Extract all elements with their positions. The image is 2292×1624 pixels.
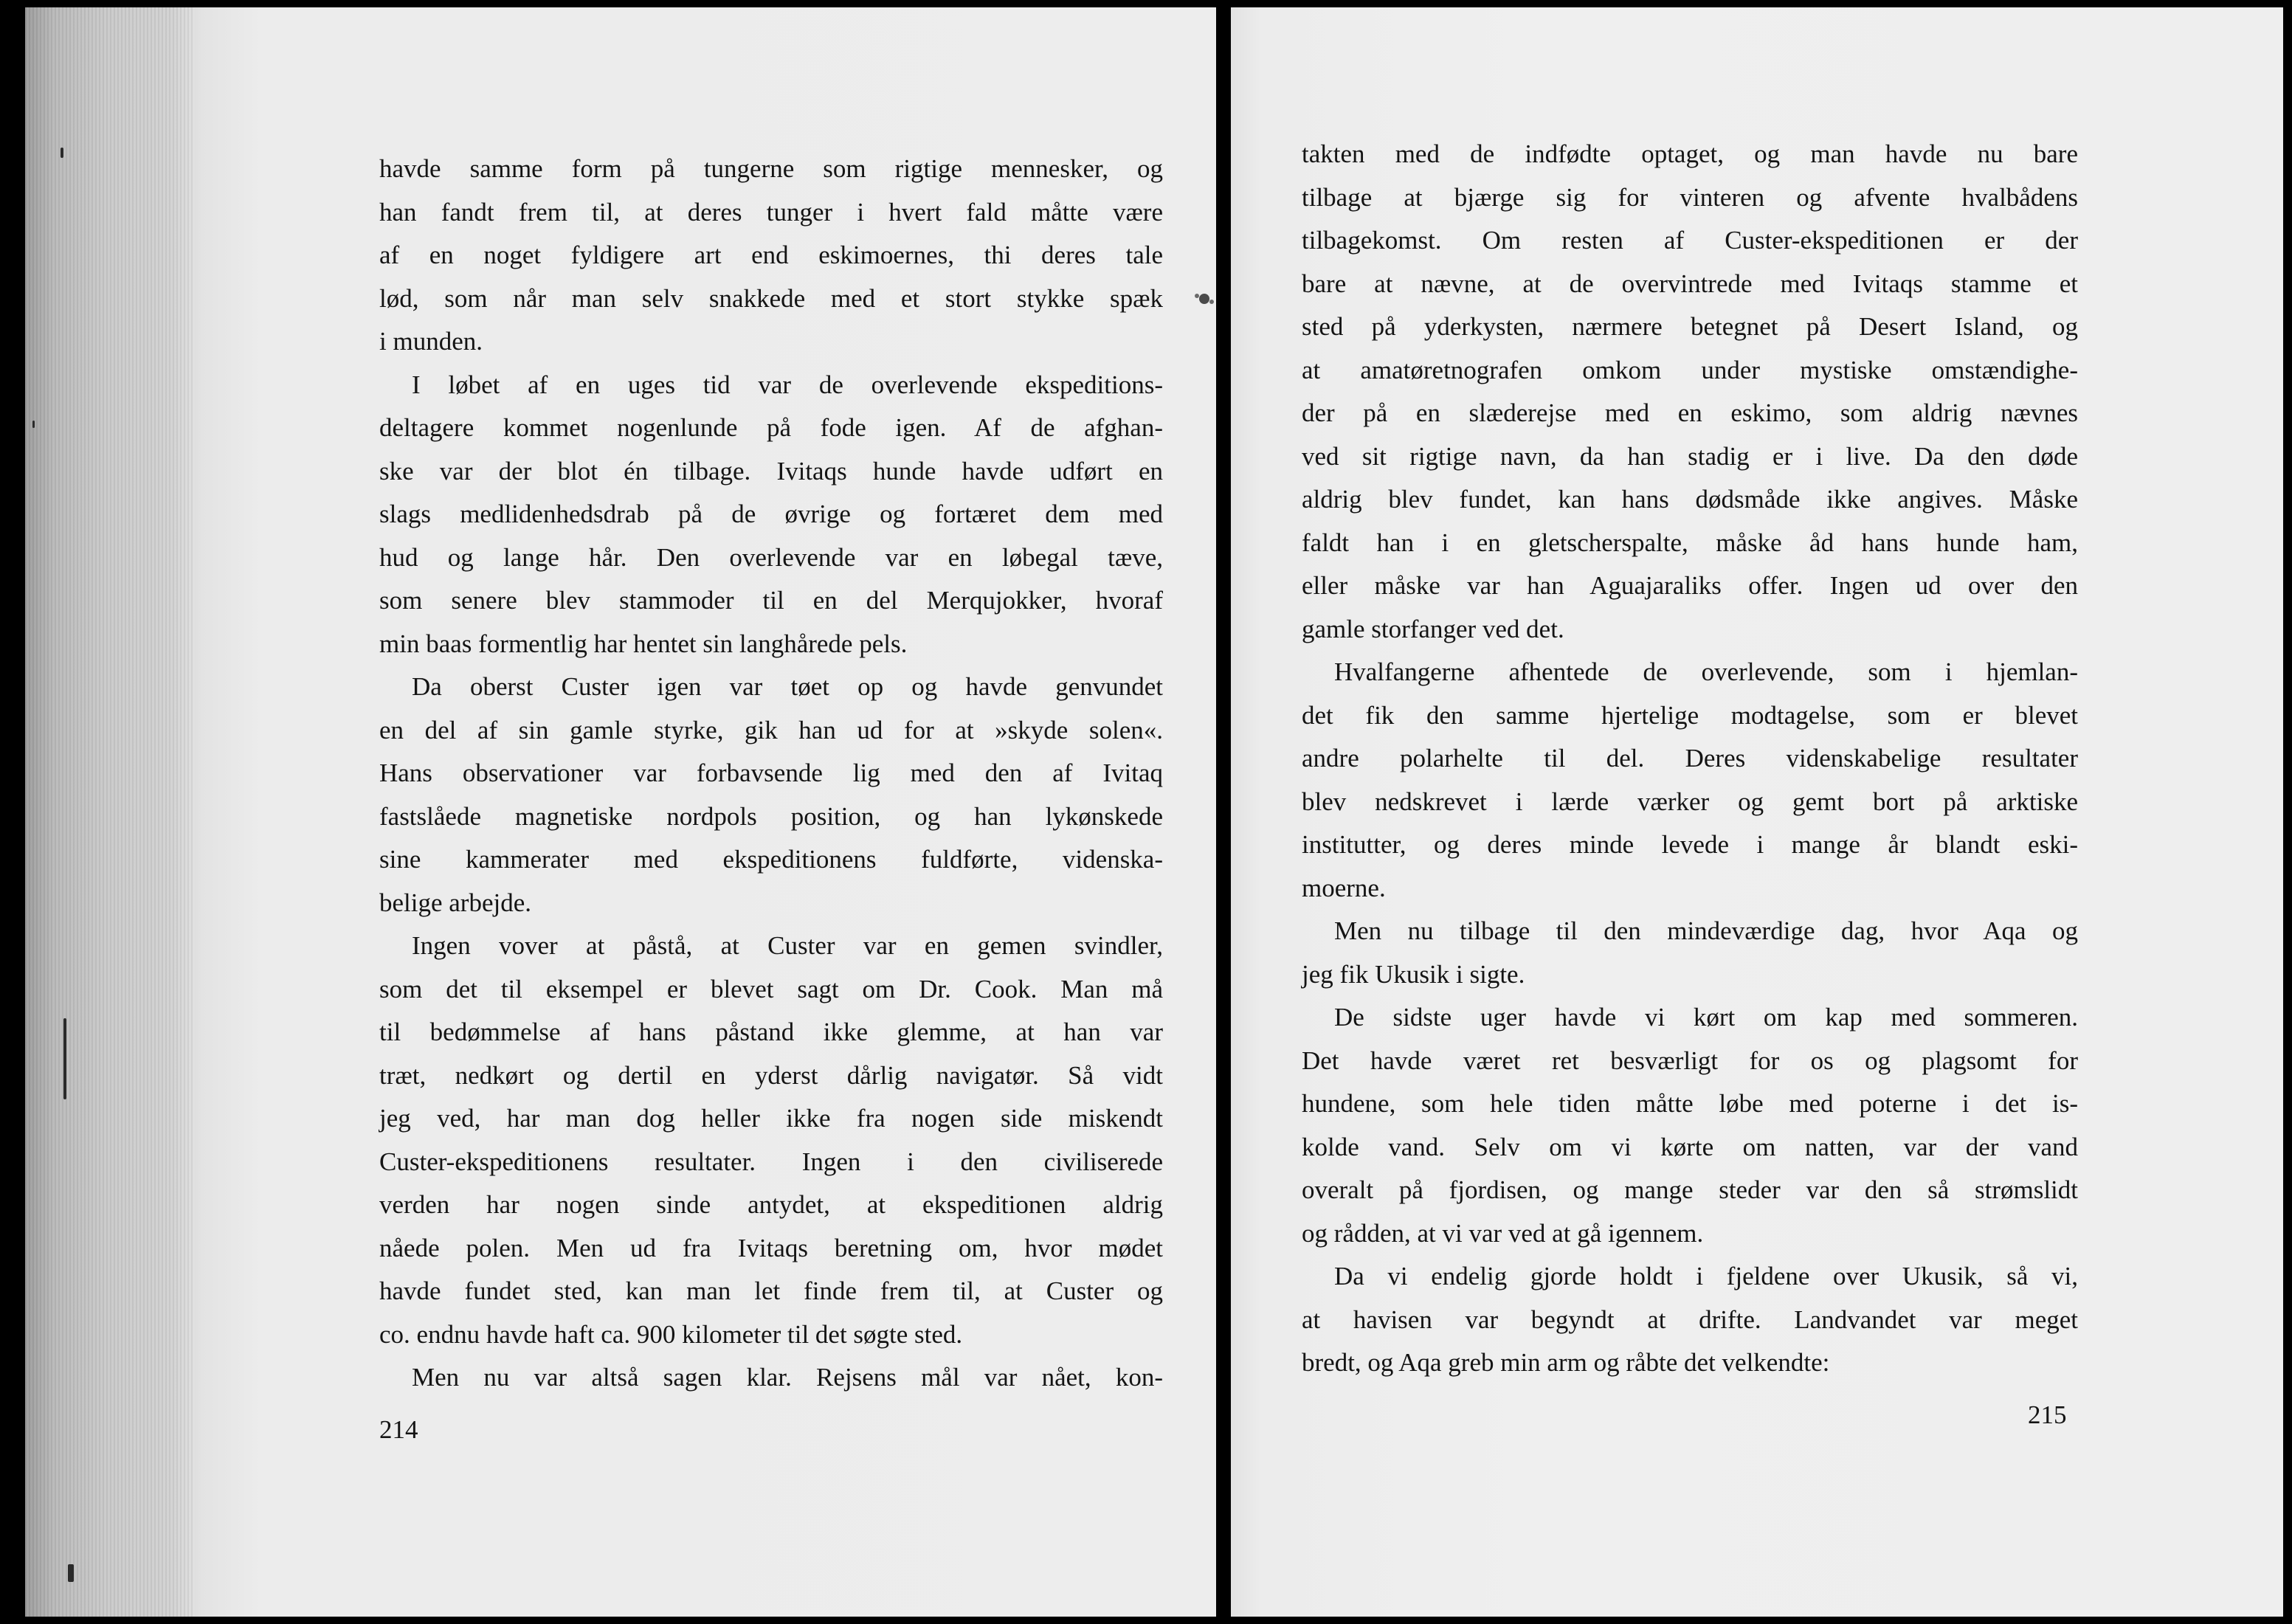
text-line: deltagere kommet nogenlunde på fode igen. Af de afghan- [379, 413, 1163, 442]
text-line: Ingen vover at påstå, at Custer var en gemen svindler, [412, 931, 1163, 960]
text-line: Da oberst Custer igen var tøet op og havde genvundet [412, 672, 1163, 701]
text-line: der på en slæderejse med en eskimo, som aldrig nævnes [1302, 398, 2078, 427]
edge-speck [32, 421, 35, 428]
text-line: Men nu tilbage til den mindeværdige dag, hvor Aqa og [1334, 916, 2078, 945]
left-page-body-text [379, 148, 1163, 1400]
text-line: som senere blev stammoder til en del Merqujokker, hvoraf [379, 586, 1163, 615]
text-line: en del af sin gamle styrke, gik han ud for at »skyde solen«. [379, 715, 1163, 744]
text-line: at amatøretnografen omkom under mystiske omstændighe- [1302, 355, 2078, 384]
text-line: som det til eksempel er blevet sagt om Dr. Cook. Man må [379, 974, 1163, 1003]
text-line: belige arbejde. [379, 888, 532, 917]
text-line: andre polarhelte til del. Deres videnskabelige resultater [1302, 744, 2078, 773]
text-line: De sidste uger havde vi kørt om kap med sommeren. [1334, 1003, 2078, 1032]
text-line: gamle storfanger ved det. [1302, 614, 1564, 643]
edge-speck [68, 1564, 74, 1582]
left-page [25, 7, 1216, 1617]
right-page-body-text [1302, 133, 2078, 1385]
text-line: at havisen var begyndt at drifte. Landvandet var meget [1302, 1305, 2078, 1334]
text-line: min baas formentlig har hentet sin langhårede pels. [379, 629, 908, 658]
text-line: blev nedskrevet i lærde værker og gemt bort på arktiske [1302, 787, 2078, 816]
text-line: træt, nedkørt og dertil en yderst dårlig navigatør. Så vidt [379, 1060, 1163, 1090]
text-line: slags medlidenhedsdrab på de øvrige og fortæret dem med [379, 500, 1163, 528]
text-line: han fandt frem til, at deres tunger i hvert fald måtte være [379, 197, 1163, 227]
text-line: bare at nævne, at de overvintrede med Ivitaqs stamme et [1302, 269, 2078, 298]
text-line: hundene, som hele tiden måtte løbe med poterne i det is- [1302, 1089, 2078, 1118]
text-line: moerne. [1302, 873, 1386, 902]
gutter-binding-mark [1187, 284, 1223, 314]
text-line: ved sit rigtige navn, da han stadig er i live. Da den døde [1302, 441, 2078, 471]
text-line: fastslåede magnetiske nordpols position, og han lykønskede [379, 801, 1163, 831]
text-line: Det havde været ret besværligt for os og plagsomt for [1302, 1046, 2078, 1075]
text-line: Da vi endelig gjorde holdt i fjeldene over Ukusik, så vi, [1334, 1262, 2078, 1290]
text-line: takten med de indfødte optaget, og man havde nu bare [1302, 139, 2078, 168]
text-line: Men nu var altså sagen klar. Rejsens mål var nået, kon- [412, 1363, 1163, 1392]
text-line: sted på yderkysten, nærmere betegnet på Desert Island, og [1302, 312, 2078, 341]
text-line: jeg fik Ukusik i sigte. [1302, 959, 1525, 989]
text-line: bredt, og Aqa greb min arm og råbte det velkendte: [1302, 1348, 1830, 1377]
text-line: nåede polen. Men ud fra Ivitaqs beretning om, hvor mødet [379, 1233, 1163, 1262]
right-page [1231, 7, 2283, 1617]
text-line: lød, som når man selv snakkede med et stort stykke spæk [379, 283, 1163, 313]
text-line: til bedømmelse af hans påstand ikke glemme, at han var [379, 1017, 1163, 1046]
text-line: havde samme form på tungerne som rigtige mennesker, og [379, 154, 1163, 183]
text-line: sine kammerater med ekspeditionens fuldførte, videnska- [379, 845, 1163, 874]
text-line: co. endnu havde haft ca. 900 kilometer til det søgte sted. [379, 1319, 963, 1349]
text-line: og rådden, at vi var ved at gå igennem. [1302, 1218, 1704, 1248]
edge-speck [61, 148, 63, 158]
text-line: havde fundet sted, kan man let finde frem til, at Custer og [379, 1276, 1163, 1305]
text-line: I løbet af en uges tid var de overlevende ekspeditions- [412, 370, 1163, 399]
text-line: Custer-ekspeditionens resultater. Ingen i den civiliserede [379, 1147, 1163, 1176]
text-line: eller måske var han Aguajaraliks offer. Ingen ud over den [1302, 571, 2078, 600]
page-number: 215 [2028, 1400, 2067, 1429]
text-line: institutter, og deres minde levede i mange år blandt eski- [1302, 830, 2078, 859]
text-line: i munden. [379, 327, 483, 356]
text-line: kolde vand. Selv om vi kørte om natten, var der vand [1302, 1132, 2078, 1161]
text-line: hud og lange hår. Den overlevende var en løbegal tæve, [379, 542, 1163, 572]
text-line: tilbage at bjærge sig for vinteren og afvente hvalbådens [1302, 182, 2078, 212]
page-edge-shading [25, 7, 195, 1617]
text-line: Hans observationer var forbavsende lig med den af Ivitaq [379, 759, 1163, 787]
text-line: verden har nogen sinde antydet, at ekspeditionen aldrig [379, 1190, 1163, 1219]
text-line: faldt han i en gletscherspalte, måske åd hans hunde ham, [1302, 528, 2078, 557]
edge-speck [63, 1018, 66, 1099]
text-line: aldrig blev fundet, kan hans dødsmåde ikke angives. Måske [1302, 485, 2078, 514]
text-line: af en noget fyldigere art end eskimoernes, thi deres tale [379, 241, 1163, 269]
text-line: Hvalfangerne afhentede de overlevende, som i hjemlan- [1334, 657, 2078, 686]
text-line: jeg ved, har man dog heller ikke fra nogen side miskendt [379, 1104, 1163, 1133]
text-line: tilbagekomst. Om resten af Custer-ekspeditionen er der [1302, 226, 2078, 255]
text-line: det fik den samme hjertelige modtagelse, som er blevet [1302, 700, 2078, 730]
text-line: ske var der blot én tilbage. Ivitaqs hunde havde udført en [379, 456, 1163, 486]
page-number: 214 [379, 1415, 418, 1444]
text-line: overalt på fjordisen, og mange steder var den så strømslidt [1302, 1175, 2078, 1204]
